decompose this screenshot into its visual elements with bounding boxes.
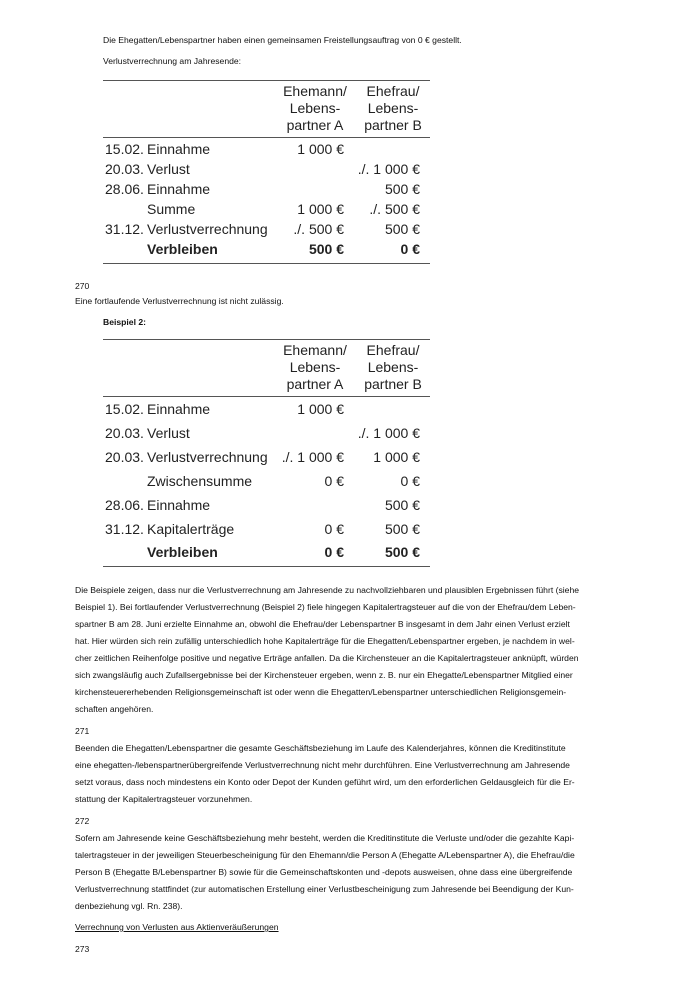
table-row: 28.06. Einnahme 500 € bbox=[105, 181, 420, 197]
column-header-partner-b: Ehefrau/ Lebens- partner B bbox=[364, 83, 422, 133]
table-row: Zwischensumme 0 € 0 € bbox=[147, 473, 420, 489]
margin-number-272: 272 bbox=[75, 816, 90, 826]
column-header-partner-b: Ehefrau/ Lebens- partner B bbox=[364, 342, 422, 392]
table-row: Summe 1 000 € ./. 500 € bbox=[147, 201, 420, 217]
column-header-partner-a: Ehemann/ Lebens- partner A bbox=[283, 342, 347, 392]
table-row: 15.02. Einnahme 1 000 € bbox=[105, 401, 344, 417]
table-row: 15.02. Einnahme 1 000 € bbox=[105, 141, 344, 157]
table-row: 20.03. Verlust ./. 1 000 € bbox=[105, 425, 420, 441]
table-row: 20.03. Verlust ./. 1 000 € bbox=[105, 161, 420, 177]
example-2-heading: Beispiel 2: bbox=[103, 317, 146, 327]
column-header-partner-a: Ehemann/ Lebens- partner A bbox=[283, 83, 347, 133]
margin-number-273: 273 bbox=[75, 944, 90, 954]
loss-offset-table-1 bbox=[103, 80, 430, 264]
table-row: 20.03. Verlustverrechnung ./. 1 000 € 1 000 € bbox=[105, 449, 420, 465]
intro-line-1: Die Ehegatten/Lebenspartner haben einen gemeinsamen Freistellungsauftrag von 0 € gestellt. bbox=[103, 35, 462, 45]
margin-number-271: 271 bbox=[75, 726, 90, 736]
section-270-text: Eine fortlaufende Verlustverrechnung ist nicht zulässig. bbox=[75, 296, 284, 306]
table-header bbox=[103, 340, 430, 397]
margin-number-270: 270 bbox=[75, 281, 90, 291]
table-row: 28.06. Einnahme 500 € bbox=[105, 497, 420, 513]
table-header bbox=[103, 81, 430, 138]
table-row-total: Verbleiben 500 € 0 € bbox=[147, 241, 420, 257]
section-heading-aktien: Verrechnung von Verlusten aus Aktienveräußerungen bbox=[75, 922, 279, 932]
intro-line-2: Verlustverrechnung am Jahresende: bbox=[103, 56, 242, 66]
loss-offset-table-2 bbox=[103, 339, 430, 567]
table-row: 31.12. Verlustverrechnung ./. 500 € 500 € bbox=[105, 221, 420, 237]
table-row: 31.12. Kapitalerträge 0 € 500 € bbox=[105, 521, 420, 537]
table-row-total: Verbleiben 0 € 500 € bbox=[147, 544, 420, 560]
